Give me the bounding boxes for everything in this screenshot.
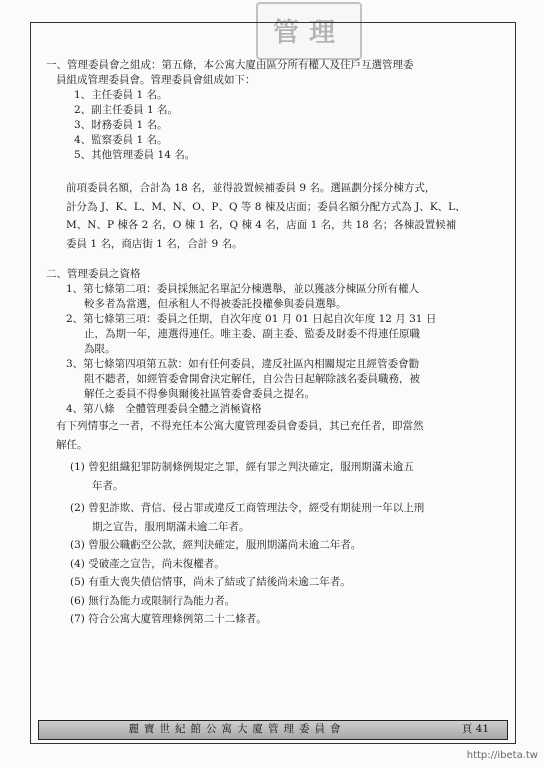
member-item: 3、財務委員 1 名。 xyxy=(74,119,168,131)
member-item: 5、其他管理委員 14 名。 xyxy=(74,149,196,161)
section-committee-composition xyxy=(46,58,502,253)
document-body xyxy=(46,58,502,629)
disqualification-item-cont: 年者。 xyxy=(92,479,124,492)
disqualification-item-cont: 期之宣告，服刑期滿未逾二年者。 xyxy=(92,520,250,533)
member-item: 2、副主任委員 1 名。 xyxy=(74,104,179,116)
quota-line: 前項委員名額，合計為 18 名，並得設置候補委員 9 名。選區劃分採分棟方式， xyxy=(66,182,436,194)
disqualification-item: (7) 符合公寓大廈管理條例第二十二條者。 xyxy=(70,613,267,625)
qualification-item-cont: 解任之委員不得參與爾後社區管委會委員之提名。 xyxy=(84,388,315,400)
disqualification-item: (4) 受破產之宣告，尚未復權者。 xyxy=(70,557,225,570)
disqualification-intro: 有下列情事之一者，不得充任本公寓大廈管理委員會委員，其已充任者，即當然 xyxy=(56,420,424,432)
member-item: 4、監察委員 1 名。 xyxy=(74,134,168,146)
qualification-item-cont: 止，為期一年，連選得連任。唯主委、副主委、監委及財委不得連任原職 xyxy=(84,328,420,340)
qualification-item: 1、第七條第二項：委員採無記名單記分棟選舉，並以獲該分棟區分所有權人 xyxy=(66,283,420,295)
disqualification-intro: 解任。 xyxy=(56,438,88,451)
section1-intro-line: 員組成管理委員會。管理委員會組成如下： xyxy=(56,74,256,86)
page-number: 頁 41 xyxy=(461,723,489,735)
qualification-item: 4、第八條 全體管理委員全體之消極資格 xyxy=(66,403,262,415)
qualification-item-cont: 阻不聽者，如經管委會開會決定解任，自公告日起解除該名委員職務，被 xyxy=(84,373,420,385)
quota-line: M、N、P 棟各 2 名，O 棟 1 名，Q 棟 4 名，店面 1 名，共 18 名；各棟設置候補 xyxy=(66,219,457,231)
page-footer xyxy=(38,720,508,740)
qualification-item: 2、第七條第三項：委員之任期，自次年度 01 月 01 日起自次年度 12 月 31 日 xyxy=(66,313,437,325)
disqualification-item: (5) 有重大喪失債信情事，尚未了結或了結後尚未逾二年者。 xyxy=(70,576,351,588)
member-item: 1、主任委員 1 名。 xyxy=(74,89,168,101)
qualification-item-cont: 較多者為當選，但承租人不得被委託投權參與委員選舉。 xyxy=(84,298,347,310)
section1-intro-line: 一、管理委員會之組成：第五條，本公寓大廈由區分所有權人及住戶互選管理委 xyxy=(46,59,414,71)
disqualification-item: (3) 曾服公職虧空公款，經判決確定，服刑期滿尚未逾二年者。 xyxy=(70,539,362,551)
source-watermark: http://ibeta.tw xyxy=(466,750,538,761)
quota-line: 計分為 J、K、L、M、N、O、P、Q 等 8 棟及店面；委員名額分配方式為 J、K、L、 xyxy=(66,200,466,213)
section2-heading: 二、管理委員之資格 xyxy=(46,268,141,280)
seal-stamp: 管理 xyxy=(256,2,362,60)
quota-line: 委員 1 名，商店街 1 名，合計 9 名。 xyxy=(66,237,243,250)
disqualification-item: (1) 曾犯組織犯罪防制條例規定之罪，經有罪之判決確定，服刑期滿未逾五 xyxy=(70,461,414,473)
footer-title: 麗寶世紀館公寓大廈管理委員會 xyxy=(128,723,346,735)
section-qualifications xyxy=(46,267,502,629)
qualification-item-cont: 為限。 xyxy=(84,343,116,355)
disqualification-item: (6) 無行為能力或限制行為能力者。 xyxy=(70,594,236,607)
qualification-item: 3、第七條第四項第五款：如有任何委員，違反社區內相關規定且經管委會勸 xyxy=(66,358,420,370)
disqualification-item: (2) 曾犯詐欺、背信、侵占罪或違反工商管理法令，經受有期徒刑一年以上刑 xyxy=(70,502,425,514)
